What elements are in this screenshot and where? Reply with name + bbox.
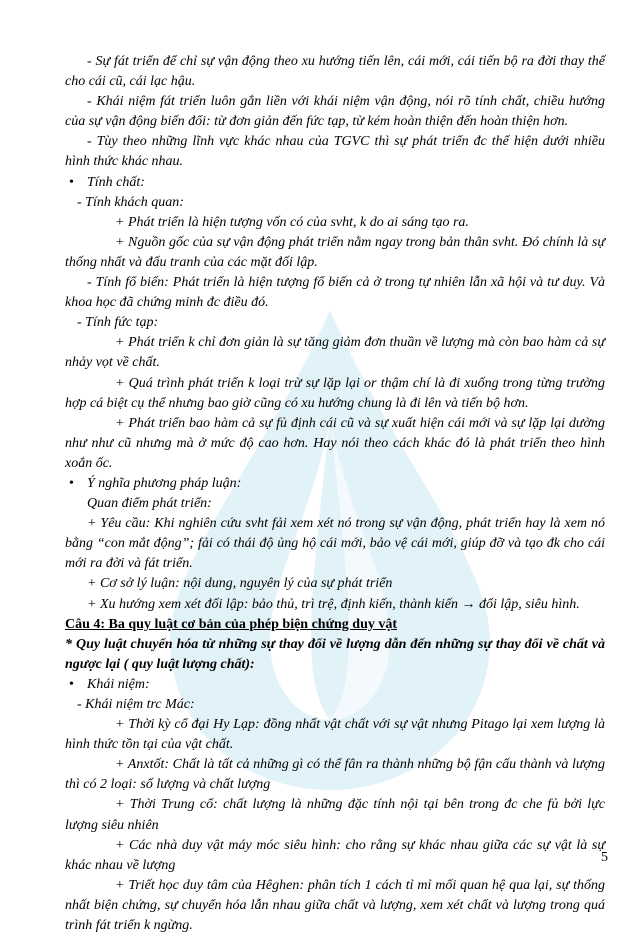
text-line (65, 595, 605, 615)
subsection-heading: * Quy luật chuyển hóa từ những sự thay đổi về lượng dẫn đến những sự thay đổi về chất và ngược lại ( quy luật lượng chất): (65, 636, 605, 672)
text-line: + Các nhà duy vật máy móc siêu hình: cho rằng sự khác nhau giữa các sự vật là sự khác nhau về lượng (65, 837, 605, 873)
text-line: + Anxtốt: Chất là tất cả những gì có thể fân ra thành những bộ fận cấu thành và lượng thì có 2 loại: số lượng và chất lượng (65, 757, 605, 793)
page-number: 5 (601, 850, 608, 865)
text-line: - Tính fổ biến: Phát triển là hiện tượng fổ biến cả ở trong tự nhiên lẫn xã hội và tư duy. Và khoa học đã chứng minh đc điều đó. (65, 275, 605, 311)
section-heading: Câu 4: Ba quy luật cơ bản của phép biện chứng duy vật (65, 616, 398, 632)
text-line: - Tính khách quan: (77, 194, 184, 210)
text-line: + Yêu cầu: Khi nghiên cứu svht fải xem xét nó trong sự vận động, phát triển hay là xem nó bằng “con mắt động”; fải có thái độ ủng hộ cái mới, bảo vệ cái mới, giúp đỡ và tạo đk cho cái mới ra đời và fát triển. (65, 516, 605, 572)
text-line: + Nguồn gốc của sự vận động phát triển nằm ngay trong bản thân svht. Đó chính là sự thống nhất và đấu tranh của các mặt đối lập. (65, 234, 605, 270)
text-line: + Triết học duy tâm của Hêghen: phân tích 1 cách tỉ mỉ mối quan hệ qua lại, sự thống nhất biện chứng, sự chuyển hóa lẫn nhau giữa chất và lượng, xem xét chất và lượng trong quá trình fát triển k ngừng. (65, 877, 605, 934)
text-line: + Phát triển k chỉ đơn giản là sự tăng giảm đơn thuần về lượng mà còn bao hàm cả sự nhảy vọt về chất. (65, 335, 605, 371)
text-line: - Sự fát triển để chỉ sự vận động theo xu hướng tiến lên, cái mới, cái tiến bộ ra đời thay thế cho cái cũ, cái lạc hậu. (65, 54, 605, 90)
text-line: - Khái niệm fát triển luôn gắn liền với khái niệm vận động, nói rõ tính chất, chiều hướng của sự vận động biến đổi: từ đơn giản đến fức tạp, từ kém hoàn thiện đến hoàn thiện hơn. (65, 94, 605, 130)
text-line: + Cơ sở lý luận: nội dung, nguyên lý của sự phát triển (87, 576, 393, 592)
text-line: + Thời Trung cổ: chất lượng là những đặc tính nội tại bên trong đc che fủ bởi lực lượng siêu nhiên (65, 797, 605, 833)
text-line: + Quá trình phát triển k loại trừ sự lặp lại or thậm chí là đi xuống trong từng trường hợp cá biệt cụ thể nhưng bao giờ cũng có xu hướng chung là đi lên và tiến bộ hơn. (65, 375, 605, 411)
bullet-item: • Ý nghĩa phương pháp luận: (65, 474, 605, 494)
text-line: - Khái niệm trc Mác: (77, 697, 195, 712)
text-line: + Phát triển bao hàm cả sự fủ định cái cũ và sự xuất hiện cái mới và sự lặp lại dường như như cũ nhưng mà ở mức độ cao hơn. Hay nói theo cách khác đó là phát triển theo hình xoắn ốc. (65, 415, 605, 471)
text-span: đối lập, siêu hình. (479, 596, 580, 612)
document-body (65, 52, 605, 936)
text-line: - Tính fức tạp: (77, 315, 159, 331)
bullet-item: • Tính chất: (65, 173, 605, 193)
bullet-item: • Khái niệm: (65, 675, 605, 695)
text-span: + Xu hướng xem xét đối lập: bảo thủ, trì trệ, định kiến, thành kiến (87, 596, 458, 612)
arrow-icon: → (461, 596, 476, 612)
text-line: + Thời kỳ cổ đại Hy Lạp: đồng nhất vật chất với sự vật nhưng Pitago lại xem lượng là hình thức tồn tại của vật chất. (65, 717, 605, 753)
text-line: + Phát triển là hiện tượng vốn có của svht, k do ai sáng tạo ra. (115, 214, 469, 230)
text-line: Quan điểm phát triển: (87, 496, 212, 512)
text-line: - Tùy theo những lĩnh vực khác nhau của TGVC thì sự phát triển đc thể hiện dưới nhiều hình thức khác nhau. (65, 134, 605, 170)
